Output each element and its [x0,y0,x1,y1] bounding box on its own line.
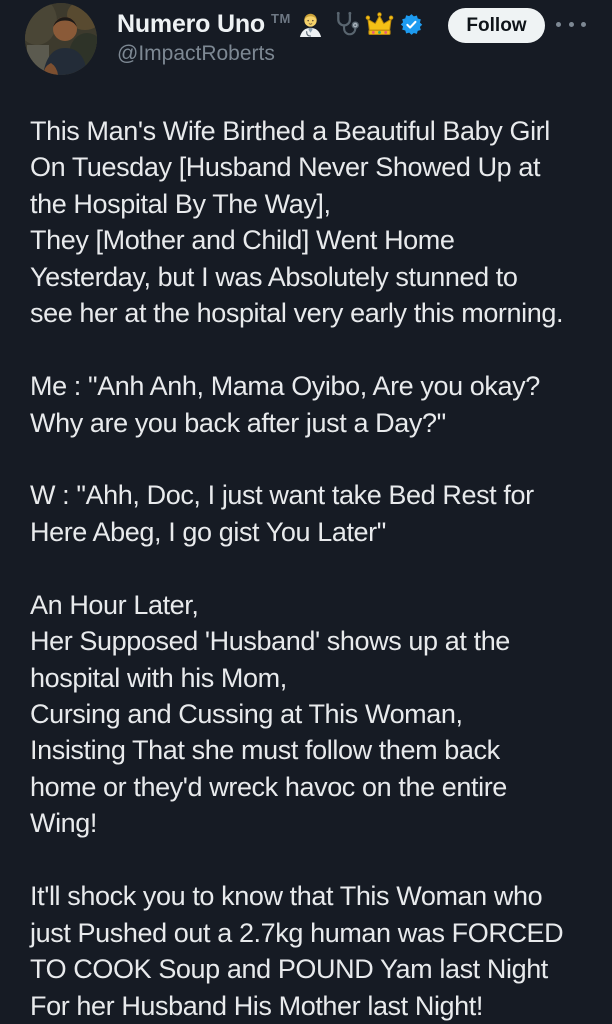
tweet-line: Why are you back after just a Day?" [30,407,446,438]
follow-button[interactable]: Follow [448,8,545,43]
avatar[interactable] [25,3,97,75]
tweet-line: Her Supposed 'Husband' shows up at the [30,626,510,657]
user-handle[interactable]: @ImpactRoberts [117,42,275,65]
more-dot [581,22,586,27]
more-options-icon[interactable] [554,17,588,31]
tweet-line: W : "Ahh, Doc, I just want take Bed Rest for [30,480,534,511]
tweet-line: For her Husband His Mother last Night! [30,990,483,1021]
man-health-worker-emoji [297,11,324,38]
name-row [117,8,423,40]
tweet-line: TO COOK Soup and POUND Yam last Night [30,954,548,985]
tweet-line: hospital with his Mom, [30,662,287,693]
tweet-line: They [Mother and Child] Went Home [30,225,455,256]
tweet-line: Insisting That she must follow them back [30,735,500,766]
tweet-line: home or they'd wreck havoc on the entire [30,771,507,802]
tweet-line-blank [30,842,596,878]
tweet-line: just Pushed out a 2.7kg human was FORCED [30,917,564,948]
tweet-line: Here Abeg, I go gist You Later" [30,516,386,547]
more-dot [569,22,574,27]
more-dot [556,22,561,27]
stethoscope-emoji [330,10,359,39]
display-name[interactable]: Numero Uno [117,9,266,38]
verified-badge-icon [400,13,423,36]
tweet-line-blank [30,332,596,368]
tweet-line: An Hour Later, [30,589,199,620]
tweet-line: Yesterday, but I was Absolutely stunned to [30,261,518,292]
avatar-photo-placeholder [25,3,97,75]
tweet-text [30,113,596,1024]
trademark-suffix: TM [271,11,291,26]
tweet-line-blank [30,441,596,477]
tweet-line: It'll shock you to know that This Woman who [30,881,543,912]
crown-emoji [365,11,394,37]
tweet-line: Wing! [30,808,98,839]
tweet-line: This Man's Wife Birthed a Beautiful Baby Girl [30,116,550,146]
tweet-line: see her at the hospital very early this morning. [30,298,564,329]
tweet-line: Cursing and Cussing at This Woman, [30,699,463,729]
tweet-line: On Tuesday [Husband Never Showed Up at [30,152,541,183]
tweet-line-blank [30,550,596,586]
tweet-line: the Hospital By The Way], [30,188,331,219]
tweet-line: Me : "Anh Anh, Mama Oyibo, Are you okay? [30,371,540,402]
